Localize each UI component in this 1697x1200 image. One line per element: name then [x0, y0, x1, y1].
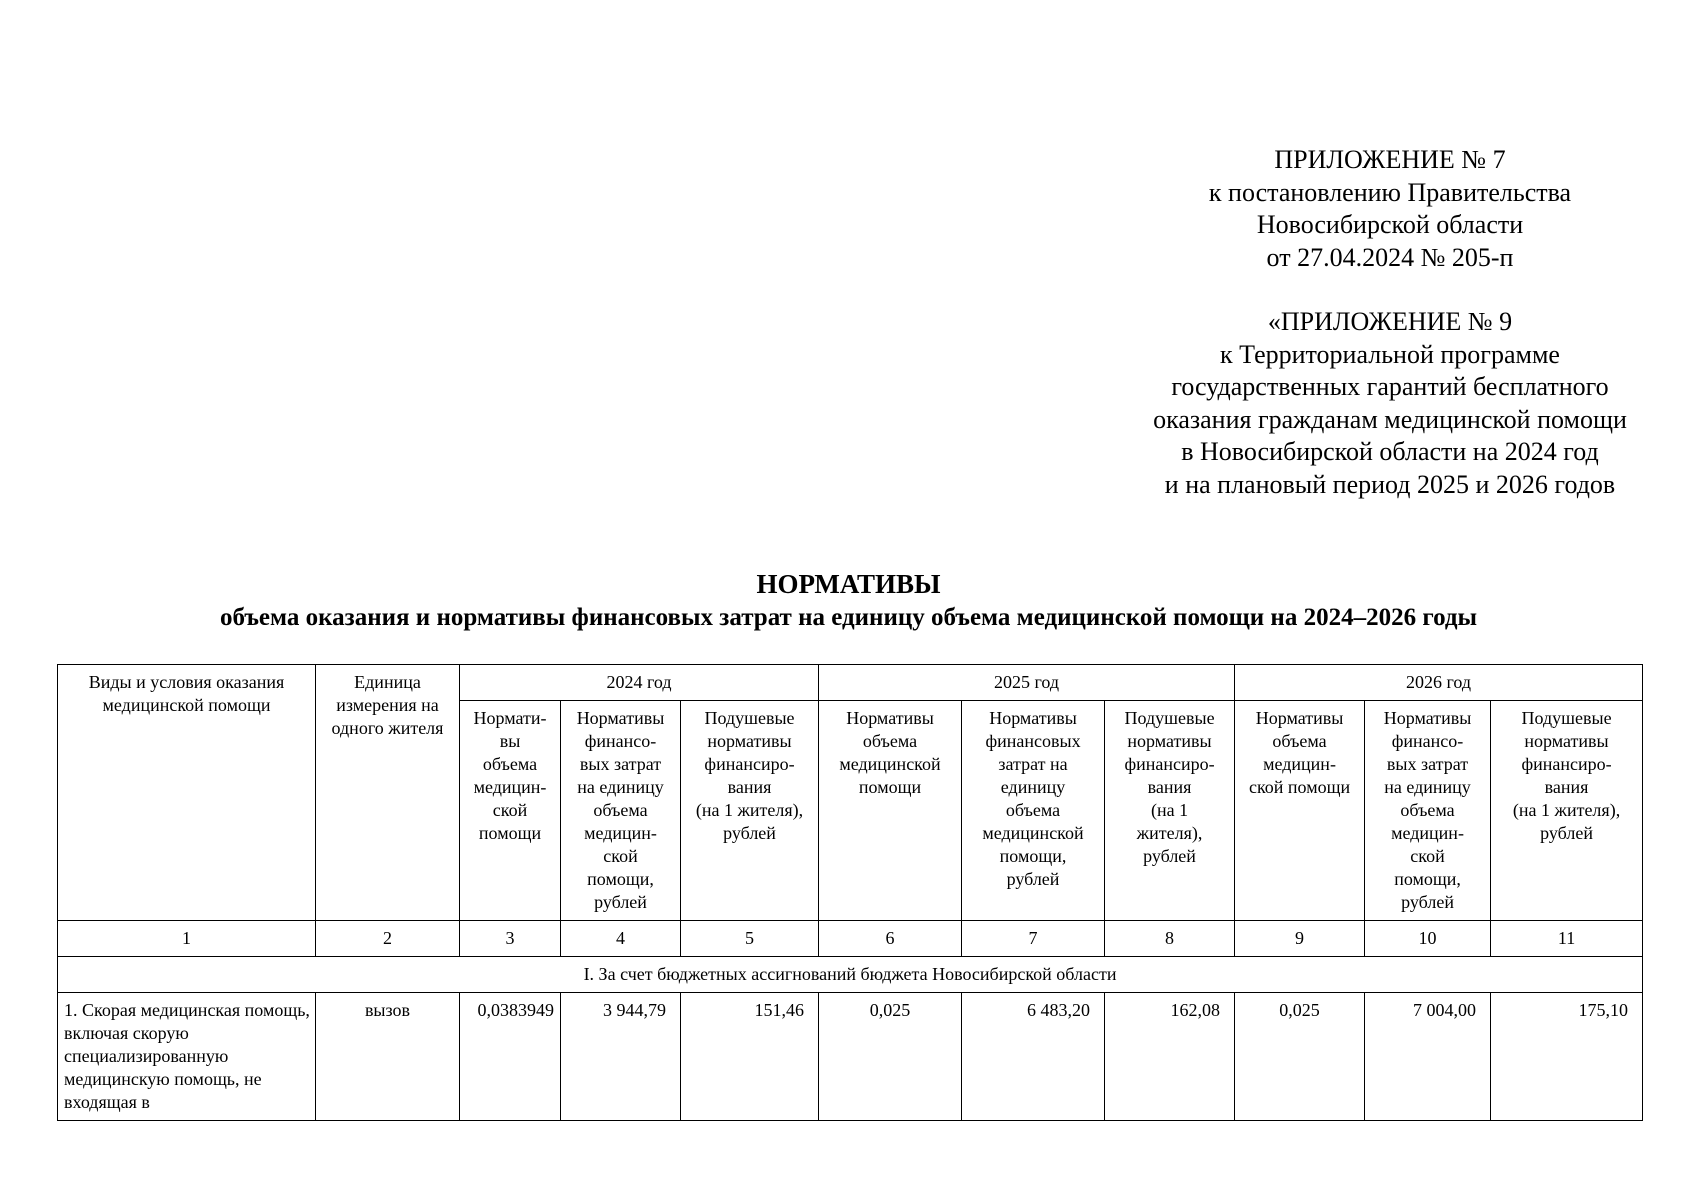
document-title: НОРМАТИВЫ [756, 569, 941, 599]
column-number: 5 [681, 921, 819, 957]
subheader-cell: Нормативы объема медицин- ской помощи [1235, 701, 1365, 921]
column-number: 3 [460, 921, 561, 957]
column-number: 10 [1365, 921, 1491, 957]
value-cell: 3 944,79 [561, 993, 681, 1121]
header-row-years [58, 665, 1643, 701]
value-cell: 0,0383949 [460, 993, 561, 1121]
column-number: 7 [962, 921, 1105, 957]
column-number: 1 [58, 921, 316, 957]
value-cell: 175,10 [1491, 993, 1643, 1121]
column-number: 6 [819, 921, 962, 957]
quoted-appendix-line: в Новосибирской области на 2024 год [1181, 437, 1599, 466]
table-row [58, 993, 1643, 1121]
subheader-cell: Нормативы финансо- вых затрат на единицу объема медицин- ской помощи, рублей [1365, 701, 1491, 921]
value-cell: 162,08 [1105, 993, 1235, 1121]
subheader-cell: Подушевые нормативы финансиро- вания (на 1 жителя), рублей [1491, 701, 1643, 921]
subheader-cell: Подушевые нормативы финансиро- вания (на 1 жителя), рублей [681, 701, 819, 921]
appendix-line: от 27.04.2024 № 205-п [1266, 242, 1514, 272]
column-number: 2 [316, 921, 460, 957]
value-cell: 0,025 [1235, 993, 1365, 1121]
appendix-line: ПРИЛОЖЕНИЕ № 7 [1274, 145, 1506, 174]
subheader-cell: Нормативы объема медицинской помощи [819, 701, 962, 921]
column-number-row [58, 921, 1643, 957]
subheader-cell: Нормативы финансо- вых затрат на единицу объема медицин- ской помощи, рублей [561, 701, 681, 921]
quoted-appendix-line: и на плановый период 2025 и 2026 годов [1164, 469, 1616, 499]
year-2026-header: 2026 год [1235, 665, 1643, 701]
appendix-line: к постановлению Правительства [1208, 177, 1572, 207]
quoted-appendix-line: оказания гражданам медицинской помощи [1153, 404, 1627, 434]
section-heading: I. За счет бюджетных ассигнований бюджета Новосибирской области [58, 957, 1643, 993]
quoted-appendix-line: к Территориальной программе [1220, 339, 1560, 369]
document-subtitle: объема оказания и нормативы финансовых затрат на единицу объема медицинской помощи на 2024–2026 годы [219, 604, 1478, 631]
year-2025-header: 2025 год [819, 665, 1235, 701]
appendix-line: Новосибирской области [1256, 210, 1524, 239]
column-number: 4 [561, 921, 681, 957]
value-cell: 0,025 [819, 993, 962, 1121]
column-number: 9 [1235, 921, 1365, 957]
col1-header: Виды и условия оказания медицинской помощи [58, 665, 316, 921]
quoted-appendix-line: государственных гарантий бесплатного [1171, 372, 1609, 401]
value-cell: 7 004,00 [1365, 993, 1491, 1121]
appendix-header [1100, 144, 1680, 501]
column-number: 8 [1105, 921, 1235, 957]
column-number: 11 [1491, 921, 1643, 957]
value-cell: 151,46 [681, 993, 819, 1121]
value-cell: 6 483,20 [962, 993, 1105, 1121]
col2-header: Единица измерения на одного жителя [316, 665, 460, 921]
quoted-appendix-line: «ПРИЛОЖЕНИЕ № 9 [1267, 307, 1513, 336]
subheader-cell: Подушевые нормативы финансиро- вания (на 1 жителя), рублей [1105, 701, 1235, 921]
norms-table [57, 664, 1643, 1121]
year-2024-header: 2024 год [460, 665, 819, 701]
section-row [58, 957, 1643, 993]
row-name-cell: 1. Скорая медицинская помощь, включая скорую специализированную медицинскую помощь, не входящая в [58, 993, 316, 1121]
row-unit-cell: вызов [316, 993, 460, 1121]
subheader-cell: Нормативы финансовых затрат на единицу объема медицинской помощи, рублей [962, 701, 1105, 921]
subheader-cell: Нормати- вы объема медицин- ской помощи [460, 701, 561, 921]
